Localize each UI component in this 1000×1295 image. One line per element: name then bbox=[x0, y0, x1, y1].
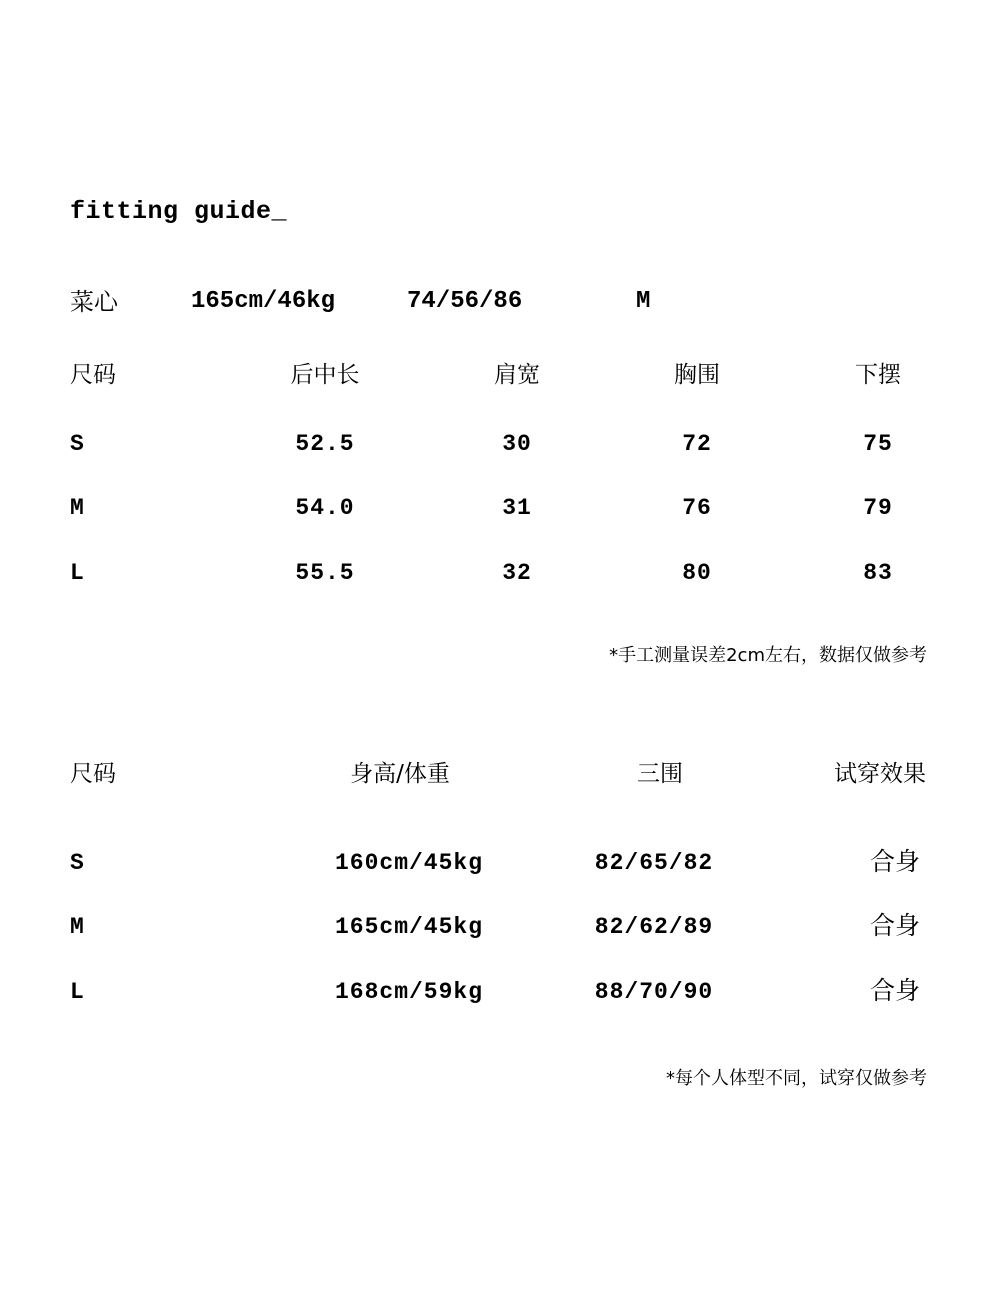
body-measurements-header: 三围 bbox=[637, 761, 683, 787]
row-size: L bbox=[70, 560, 85, 586]
chest-header: 胸围 bbox=[674, 362, 720, 388]
row-hem: 75 bbox=[863, 431, 893, 457]
back-length-header: 后中长 bbox=[290, 362, 360, 388]
model-measurements: 74/56/86 bbox=[407, 288, 523, 315]
fit-note: *每个人体型不同，试穿仅做参考 bbox=[666, 1068, 927, 1089]
fit-size-header: 尺码 bbox=[70, 761, 116, 787]
hem-header: 下摆 bbox=[855, 362, 901, 388]
model-height-weight: 165cm/46kg bbox=[191, 288, 336, 315]
fit-result-header: 试穿效果 bbox=[834, 761, 926, 787]
row-back-length: 52.5 bbox=[295, 431, 355, 457]
fit-row-result: 合身 bbox=[869, 847, 921, 876]
row-shoulder-width: 30 bbox=[502, 431, 532, 457]
row-hem: 83 bbox=[863, 560, 893, 586]
height-weight-header: 身高/体重 bbox=[350, 761, 450, 787]
size-header: 尺码 bbox=[70, 362, 116, 388]
fit-row-result: 合身 bbox=[869, 976, 921, 1005]
model-size: M bbox=[636, 288, 651, 315]
fit-row-size: S bbox=[70, 850, 85, 876]
row-shoulder-width: 31 bbox=[502, 495, 532, 521]
fit-row-height-weight: 160cm/45kg bbox=[334, 850, 484, 876]
fit-row-body-measurements: 82/62/89 bbox=[594, 914, 714, 940]
row-hem: 79 bbox=[863, 495, 893, 521]
fit-row-result: 合身 bbox=[869, 911, 921, 940]
fit-row-size: L bbox=[70, 979, 85, 1005]
row-chest: 80 bbox=[682, 560, 712, 586]
fit-row-height-weight: 165cm/45kg bbox=[334, 914, 484, 940]
shoulder-width-header: 肩宽 bbox=[494, 362, 540, 388]
measurement-note: *手工测量误差2cm左右，数据仅做参考 bbox=[609, 645, 927, 666]
model-name: 菜心 bbox=[70, 288, 118, 316]
page-title: fitting guide_ bbox=[70, 197, 288, 226]
row-back-length: 54.0 bbox=[295, 495, 355, 521]
fit-row-size: M bbox=[70, 914, 85, 940]
row-back-length: 55.5 bbox=[295, 560, 355, 586]
row-size: M bbox=[70, 495, 85, 521]
fit-row-body-measurements: 82/65/82 bbox=[594, 850, 714, 876]
fit-row-body-measurements: 88/70/90 bbox=[594, 979, 714, 1005]
row-chest: 72 bbox=[682, 431, 712, 457]
row-shoulder-width: 32 bbox=[502, 560, 532, 586]
row-size: S bbox=[70, 431, 85, 457]
row-chest: 76 bbox=[682, 495, 712, 521]
fit-row-height-weight: 168cm/59kg bbox=[334, 979, 484, 1005]
